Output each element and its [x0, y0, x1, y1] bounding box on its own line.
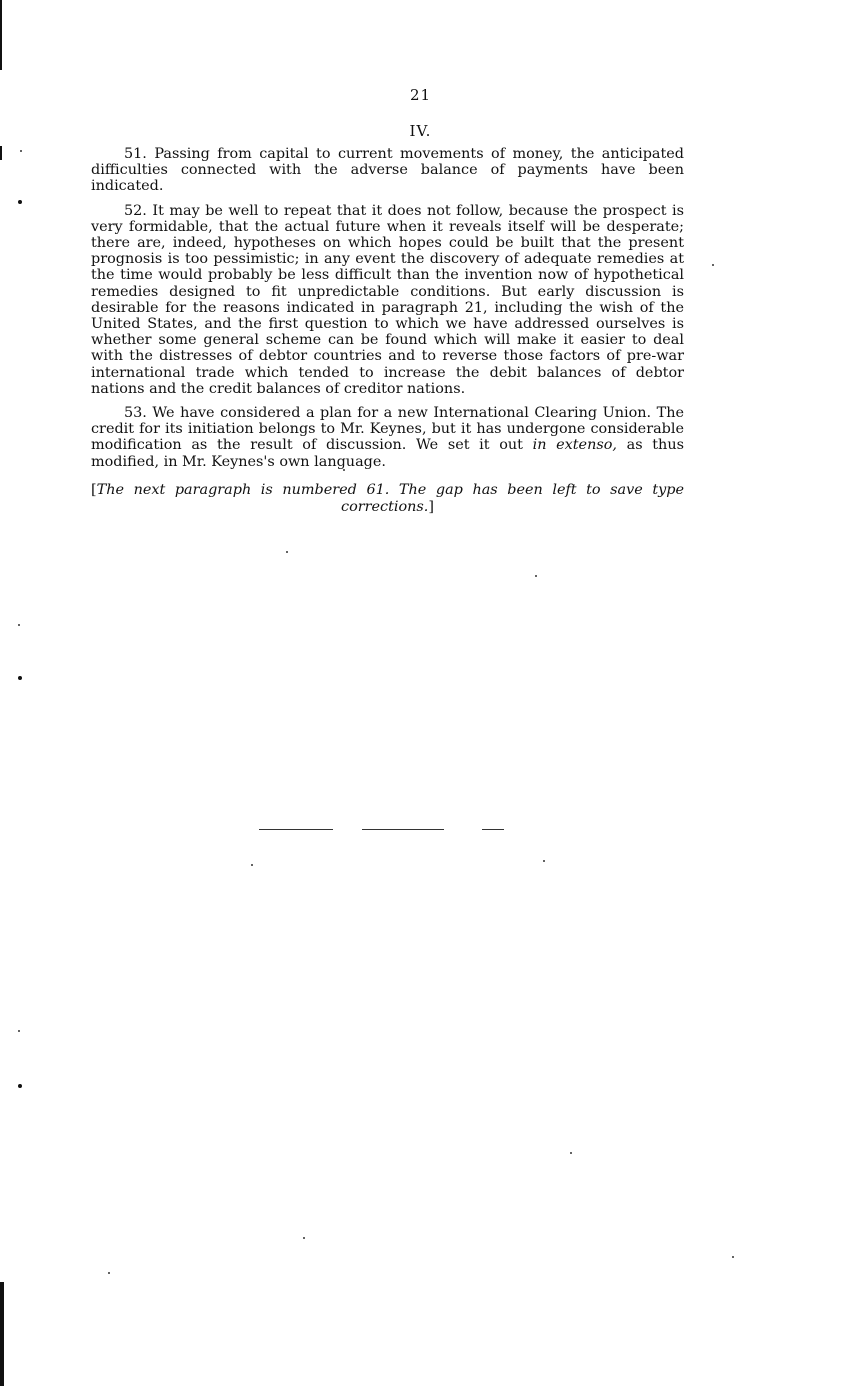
editor-note-line-1	[91, 482, 684, 499]
scan-speck	[18, 1084, 22, 1088]
editor-note-text-1: The next paragraph is numbered 61. The gap has been left to save type	[96, 482, 684, 498]
editor-note	[91, 482, 684, 515]
paragraph-51: 51. Passing from capital to current movements of money, the anticipated difficulties connected with the adverse balance of payments have been indicated.	[91, 146, 684, 195]
paragraph-53-italic: in extenso,	[532, 437, 617, 454]
section-divider-rule	[362, 829, 444, 830]
left-edge-scan-mark-lower	[0, 1282, 4, 1386]
section-divider-rule	[482, 829, 504, 830]
left-edge-scan-mark	[0, 0, 2, 70]
section-heading: IV.	[409, 122, 432, 140]
scan-speck	[732, 1256, 734, 1258]
scan-speck	[303, 1237, 305, 1239]
scan-speck	[286, 551, 288, 553]
scan-speck	[543, 860, 545, 862]
page-number: 21	[409, 86, 432, 104]
open-bracket: [	[91, 482, 97, 498]
close-bracket: ]	[428, 498, 434, 515]
scan-speck	[251, 864, 253, 866]
scan-speck	[570, 1152, 572, 1154]
scan-speck	[712, 264, 714, 266]
scan-speck	[18, 1030, 20, 1032]
scan-speck	[108, 1272, 110, 1274]
left-edge-tick	[0, 146, 2, 160]
scan-speck	[18, 624, 20, 626]
section-divider-rule	[259, 829, 333, 830]
scan-speck	[18, 676, 22, 680]
scan-speck	[18, 200, 22, 204]
scan-speck	[20, 150, 22, 152]
scan-speck	[535, 575, 537, 577]
editor-note-line-2	[91, 499, 684, 516]
paragraph-53-text-end: as thus modified, in Mr. Keynes's own language.	[91, 437, 684, 470]
editor-note-text-2: corrections.	[341, 498, 429, 515]
paragraph-52: 52. It may be well to repeat that it does not follow, because the prospect is very formidable, that the actual future when it reveals itself will be desperate; there are, indeed, hypotheses on which hopes could be built that the present prognosis is too pessimistic; in any event the discovery of adequate remedies at the time would probably be less difficult than the invention now of hypothetical remedies designed to fit unpredictable conditions. But early discussion is desirable for the reasons indicated in paragraph 21, including the wish of the United States, and the first question to which we have addressed ourselves is whether some general scheme can be found which will make it easier to deal with the distresses of debtor countries and to reverse those factors of pre-war international trade which tended to increase the debit balances of debtor nations and the credit balances of creditor nations.	[91, 202, 684, 397]
paragraph-53-text: 53. We have considered a plan for a new International Clearing Union. The credit for its initiation belongs to Mr. Keynes, but it has undergone considerable modification as the result of discussion. We set it out	[91, 405, 684, 454]
paragraph-53	[91, 405, 684, 470]
body-text	[91, 146, 684, 478]
